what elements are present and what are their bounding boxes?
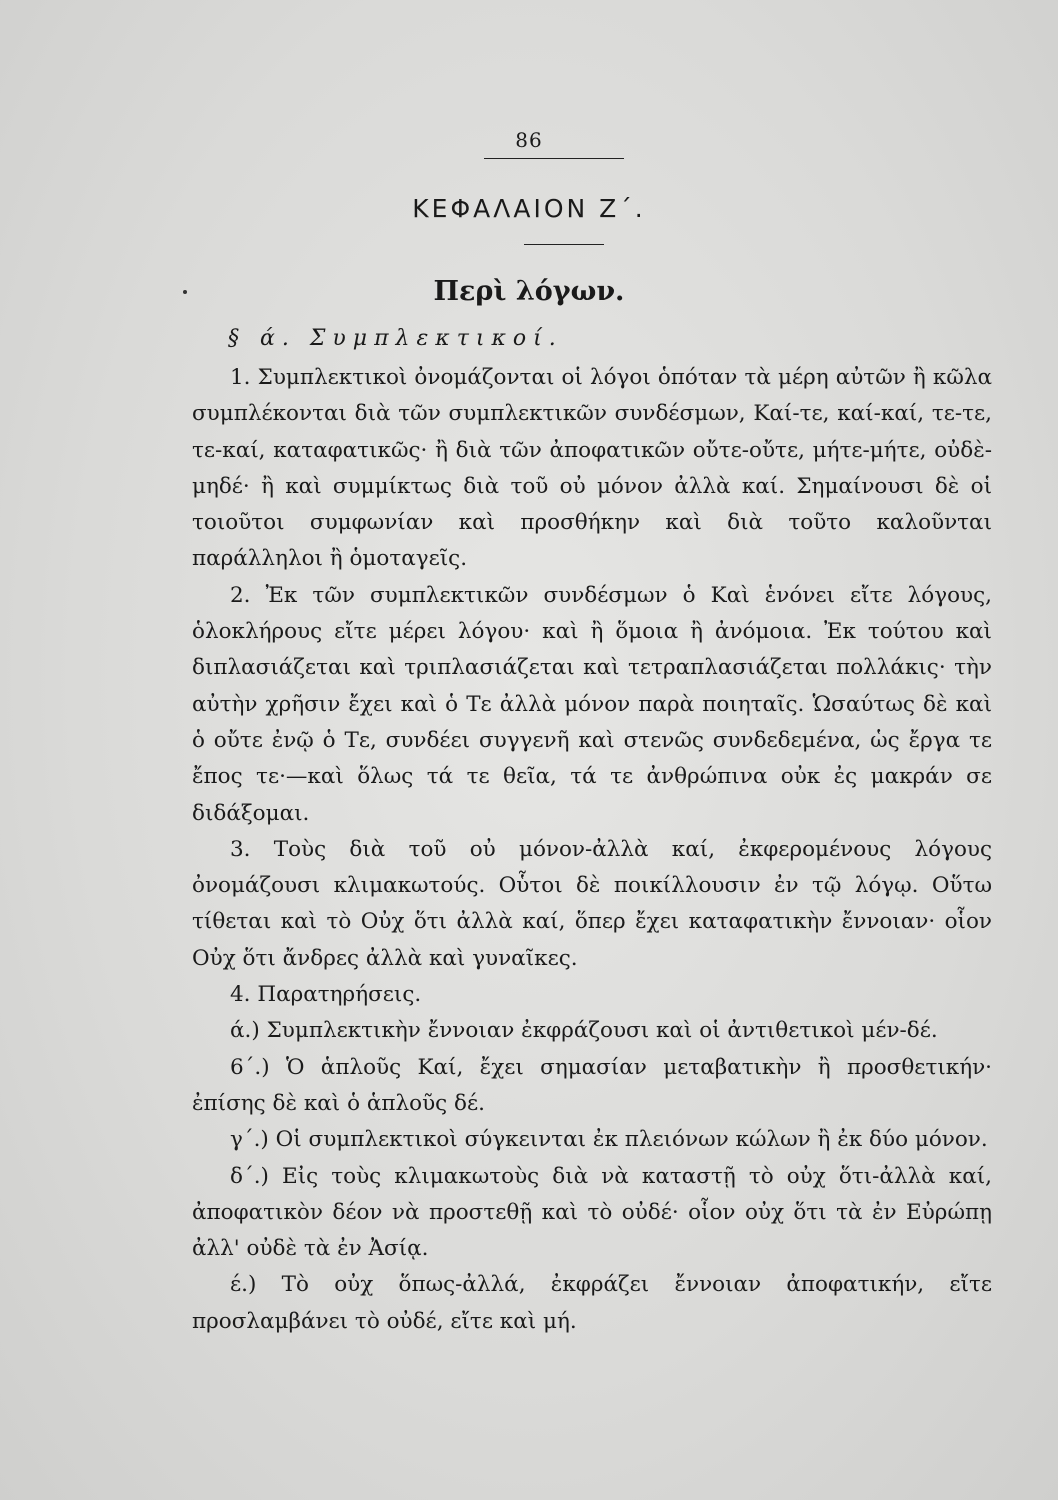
- remark-a: ά.) Συμπλεκτικὴν ἔννοιαν ἐκφράζουσι καὶ οἱ ἀντιθετικοὶ μέν-δέ.: [230, 1018, 938, 1044]
- paragraph-1: 1. Συμπλεκτικοὶ ὀνομάζονται οἱ λόγοι ὁπόταν τὰ μέρη αὐτῶν ἢ κῶλα συμπλέκονται διὰ τῶν συμπλεκτικῶν συνδέσμων, Καί-τε, καί-καί, τε-τε, τε-καί, καταφατικῶς· ἢ διὰ τῶν ἀποφατικῶν οὔτε-οὔτε, μήτε-μήτε, οὐδὲ-μηδέ· ἢ καὶ συμμίκτως διὰ τοῦ οὐ μόνον ἀλλὰ καί. Σημαίνουσι δὲ οἱ τοιοῦτοι συμφωνίαν καὶ προσθήκην καὶ διὰ τοῦτο καλοῦνται παράλληλοι ἢ ὁμοταγεῖς.: [192, 365, 992, 572]
- page-number-rule: [484, 158, 624, 159]
- chapter-heading: ΚΕΦΑΛΑΙΟΝ Ζ΄.: [412, 194, 646, 223]
- remark-c: γ΄.) Οἱ συμπλεκτικοὶ σύγκεινται ἐκ πλειόνων κώλων ἢ ἐκ δύο μόνον.: [230, 1127, 988, 1153]
- chapter-rule: [524, 244, 604, 245]
- remark-e: έ.) Τὸ οὐχ ὅπως-ἀλλά, ἐκφράζει ἔννοιαν ἀποφατικήν, εἴτε προσλαμβάνει τὸ οὐδέ, εἴτε καὶ μή.: [192, 1272, 992, 1334]
- page-number: 86: [515, 128, 543, 152]
- body-text: [192, 360, 992, 1340]
- section-title: Περὶ λόγων.: [433, 276, 625, 307]
- paragraph-4: 4. Παρατηρήσεις.: [230, 982, 422, 1008]
- subsection-heading: § ά. Συμπλεκτικοί.: [228, 326, 563, 351]
- paragraph-3: 3. Τοὺς διὰ τοῦ οὐ μόνον-ἀλλὰ καί, ἐκφερομένους λόγους ὀνομάζουσι κλιμακωτούς. Οὗτοι δὲ ποικίλλουσιν ἐν τῷ λόγῳ. Οὕτω τίθεται καὶ τὸ Οὐχ ὅτι ἀλλὰ καί, ὅπερ ἔχει καταφατικὴν ἔννοιαν· οἷον Οὐχ ὅτι ἄνδρες ἀλλὰ καὶ γυναῖκες.: [192, 836, 992, 971]
- remark-d: δ΄.) Εἰς τοὺς κλιμακωτοὺς διὰ νὰ καταστῇ τὸ οὐχ ὅτι-ἀλλὰ καί, ἀποφατικὸν δέον νὰ προστεθῇ καὶ τὸ οὐδέ· οἷον οὐχ ὅτι τὰ ἐν Εὐρώπῃ ἀλλ' οὐδὲ τὰ ἐν Ἀσίᾳ.: [192, 1163, 992, 1262]
- paragraph-2: 2. Ἐκ τῶν συμπλεκτικῶν συνδέσμων ὁ Καὶ ἑνόνει εἴτε λόγους, ὁλοκλήρους εἴτε μέρει λόγου· καὶ ἢ ὅμοια ἢ ἀνόμοια. Ἐκ τούτου καὶ διπλασιάζεται καὶ τριπλασιάζεται καὶ τετραπλασιάζεται πολλάκις· τὴν αὐτὴν χρῆσιν ἔχει καὶ ὁ Τε ἀλλὰ μόνον παρὰ ποιηταῖς. Ὡσαύτως δὲ καὶ ὁ οὔτε ἐνῷ ὁ Τε, συνδέει συγγενῆ καὶ στενῶς συνδεδεμένα, ὡς ἔργα τε ἔπος τε·—καὶ ὅλως τά τε θεῖα, τά τε ἀνθρώπινα οὐκ ἐς μακράν σε διδάξομαι.: [192, 582, 992, 826]
- remark-b: 6΄.) Ὁ ἁπλοῦς Καί, ἔχει σημασίαν μεταβατικὴν ἢ προσθετικήν· ἐπίσης δὲ καὶ ὁ ἁπλοῦς δέ.: [192, 1054, 992, 1116]
